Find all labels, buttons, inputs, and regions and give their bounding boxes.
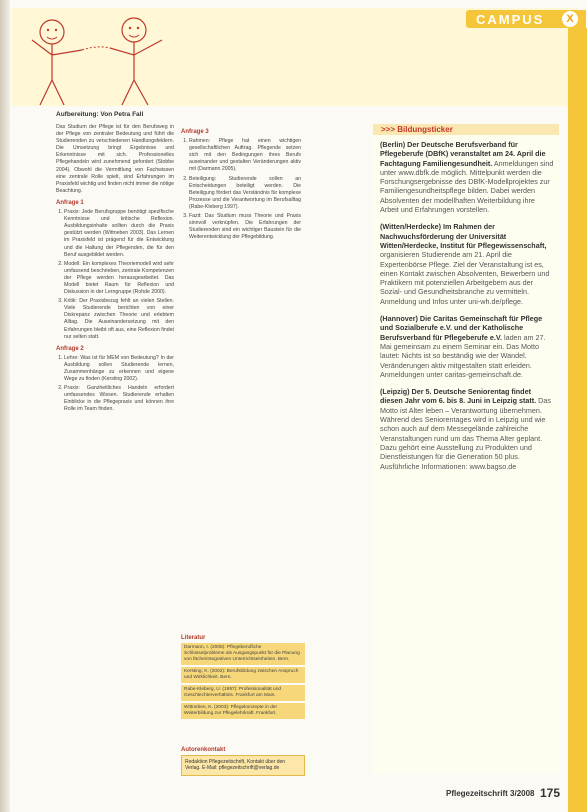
ticker-entry xyxy=(380,387,554,471)
literature-item: Wittneben, K. (2003): Pflegekonzepte in der Weiterbildung zur Pflegelehrkraft. Frankfurt. xyxy=(181,703,305,719)
literature-box xyxy=(181,635,305,739)
section-label: CAMPUS xyxy=(476,12,545,27)
contact-body: Redaktion Pflegezeitschrift, Kontakt über den Verlag. E-Mail: pflegezeitschrift@verlag.de xyxy=(181,755,305,776)
journal-footer: Pflegezeitschrift 3/2008 xyxy=(446,789,535,798)
ticker-entry-text: Anmeldungen sind unter www.dbfk.de möglich. Mittelpunkt werden die Forschungsergebnisse des DBfK-Modellprojektes zur Familiengesundheitspflege bilden. Dabei werden Absolventen der modellhaften Weiterbildung ihre Arbeit und Erfahrungen vorstellen. xyxy=(380,158,554,215)
article-column-2 xyxy=(181,124,301,243)
list-item: 1. Rahmen: Pflege hat einen wichtigen gesellschaftlichen Auftrag. Pflegende setzen sich mit den Bedingungen ihres Berufs auseinander und gestalten Veränderungen aktiv mit (Darmann 2005). xyxy=(189,138,301,173)
list-item: 2. Modell: Ein komplexes Theoriemodell wird sehr umfassend beschrieben, zentrale Kompetenzen der Pflege werden herausgearbeitet. Das Modell bietet Raum für Reflexion und Diskussion in der Lerngruppe (Rohde 2000). xyxy=(64,261,174,296)
page-edge-strip xyxy=(568,28,587,812)
page-binding-edge xyxy=(0,0,10,812)
ticker-entry-lead: (Hannover) Die Caritas Gemeinschaft für Pflege und Sozialberufe e.V. und der Katholische Berufsverband für Pflegeberufe e.V. xyxy=(380,314,543,342)
ticker-entry xyxy=(380,140,554,214)
sidebar-header xyxy=(373,124,559,135)
list-item: 1. Praxis: Jede Berufsgruppe benötigt spezifische Kenntnisse und kritische Reflexion. Ausbildungsinhalte sollten durch die Praxis gestützt werden (Wittneben 2003). Das Lernen im Praxisfeld ist prägend für die Entwicklung und die Haltung der Pflegenden, die für den Beruf ausgebildet werden. xyxy=(64,209,174,259)
section-mark-icon: X xyxy=(562,11,578,27)
sidebar-title: >>> Bildungsticker xyxy=(381,125,453,134)
page-number: 175 xyxy=(540,786,561,800)
section-list xyxy=(181,138,301,241)
section-heading: Anfrage 3 xyxy=(181,129,209,135)
literature-item: Kersting, K. (2002): Berufsbildung zwischen Anspruch und Wirklichkeit. Bern. xyxy=(181,667,305,683)
ticker-entry-lead: (Berlin) Der Deutsche Berufsverband für Pflegeberufe (DBfK) veranstaltet am 24. April die Fachtagung Familiengesundheit. xyxy=(380,140,546,168)
literature-item: Rabe-Kleberg, U. (1997): Professionalität und Geschlechterverhältnis. Frankfurt am Main. xyxy=(181,685,305,701)
list-item: 3. Kritik: Der Praxisbezug fehlt an vielen Stellen. Viele Studierende berichten von einer Diskrepanz zwischen Theorie und erlebtem Alltag. Die Auseinandersetzung mit den Erfahrungen bleibt oft aus, eine Reflexion findet nur selten statt. xyxy=(64,298,174,341)
section-list xyxy=(56,209,174,341)
ticker-entry-lead: (Witten/Herdecke) Im Rahmen der Nachwuchsförderung der Universität Witten/Herdecke, Institut für Pflegewissenschaft, xyxy=(380,222,547,250)
ticker-entry-text: laden am 27. Mai gemeinsam zu einem Seminar ein. Das Motto lautet: Nichts ist so beständig wie der Wandel. Veränderungen aktiv mitgestalten statt erleiden. Anmeldungen unter caritas-gemeinschaft.de. xyxy=(380,332,546,379)
ticker-entry xyxy=(380,222,554,306)
article-intro: Das Studium der Pflege ist für den Berufsweg in der Pflege von zentraler Bedeutung und führt die Studierenden zu verschiedenen Handlungsfeldern. Die Umsetzung bringt Ergebnisse und Erkenntnisse mit sich. Professionelles Pflegehandeln wird zunehmend gefordert (Stobbe 2004). Obwohl die Vermittlung von Fachwissen eine zentrale Rolle spielt, sind Erfahrungen im Praxisfeld wichtig und finden nicht immer die nötige Beachtung. xyxy=(56,124,174,194)
section-heading: Anfrage 2 xyxy=(56,345,84,352)
section-list xyxy=(56,355,174,414)
literature-item: Darmann, I. (2005): Pflegeberufliche Schlüsselprobleme als Ausgangspunkt für die Planung von fächerintegrativen Unterrichtseinheiten. Bern. xyxy=(181,643,305,665)
ticker-entry xyxy=(380,314,554,379)
list-item: 2. Beteiligung: Studierende sollen an Entscheidungen beteiligt werden. Die Beteiligung fördert das Verständnis für komplexe Prozesse und die Verantwortung im Berufsalltag (Rabe-Kleberg 1997). xyxy=(189,176,301,211)
section-heading: Anfrage 1 xyxy=(56,199,84,206)
literature-title: Literatur xyxy=(181,635,206,641)
author-contact-box xyxy=(181,747,305,776)
author-line: Aufbereitung: Von Petra Fall xyxy=(56,111,144,118)
sketch-illustration xyxy=(22,10,182,110)
contact-title: Autorenkontakt xyxy=(181,747,226,753)
ticker-entry-text: organisieren Studierende am 21. April die Expertenbörse Pflege. Ziel der Veranstaltung ist es, einen Kontakt zwischen Absolventen, Bewerbern und Praktikern mit potenziellen Arbeitgebern aus der Sozial- und Gesundheitsbranche zu vermitteln. Anmeldung und Infos unter uni-wh.de/pflege. xyxy=(380,250,550,306)
ticker-entry-text: Das Motto ist Alter leben – Verantwortung übernehmen. Während des Seniorentages wird in Leipzig und wie schon auch auf dem Messegelände zahlreiche Veranstaltungen rund um das Thema Alter geplant. Dazu gehört eine Ausstellung zu Produkten und Dienstleistungen für die Generation 50 plus. Ausführliche Informationen: www.bagso.de xyxy=(380,396,551,471)
article-column-1 xyxy=(56,124,174,416)
list-item: 3. Fazit: Das Studium muss Theorie und Praxis sinnvoll verknüpfen. Die Erfahrungen der Studierenden sind ein wichtiger Baustein für die Weiterentwicklung der Pflegebildung. xyxy=(189,213,301,241)
ticker-entry-lead: (Leipzig) Der 5. Deutsche Seniorentag findet diesen Jahr vom 6. bis 8. Juni in Leipzig statt. xyxy=(380,387,537,406)
list-item: 2. Praxis: Ganzheitliches Handeln erfordert umfassendes Wissen. Studierende erhalten Einblicke in die Pflegepraxis und können ihre Rolle im Team finden. xyxy=(64,385,174,413)
list-item: 1. Lehre: Was ist für MEM von Bedeutung? In der Ausbildung sollen Studierende lernen, Zusammenhänge zu erkennen und eigene Wege zu finden (Kersting 2002). xyxy=(64,355,174,383)
sidebar-body xyxy=(380,140,554,479)
